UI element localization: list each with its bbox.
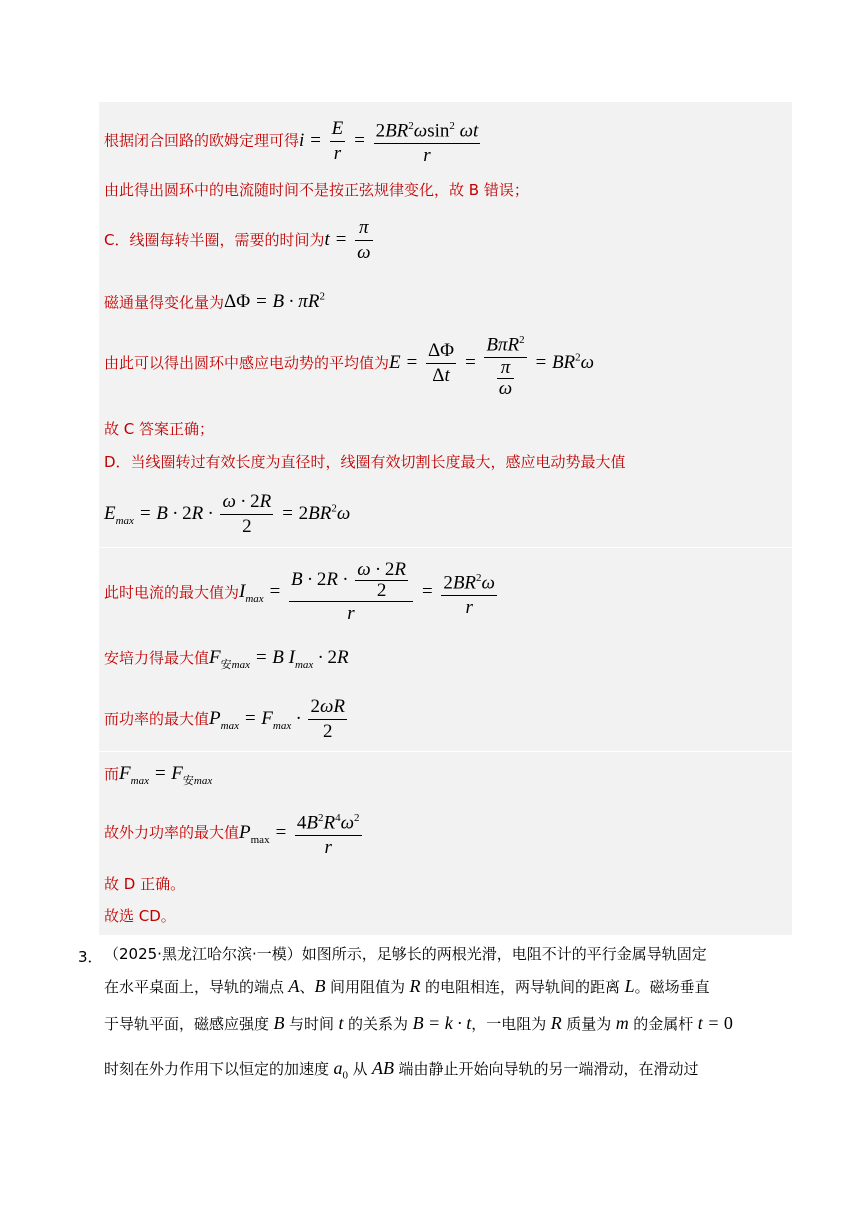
solution-line-c-time: C．线圈每转半圈，需要的时间为t = $\frac{\pi}{\omega}$ [104,216,376,265]
solution-line-emax [104,490,350,539]
solution-line-p-external: 故外力功率的最大值$P_{max}$ = $\frac{4B^2R^4\omega^2}{r}$ [104,806,365,860]
solution-line-b-wrong: 由此得出圆环中的电流随时间不是按正弦规律变化，故 B 错误； [104,181,529,199]
formula-f-equal: $F_{max} = F_{安max}$ [119,763,213,787]
solution-line-d-correct: 故 D 正确。 [104,875,186,893]
solution-line-d-emf: D．当线圈转过有效长度为直径时，线圈有效切割长度最大，感应电动势最大值 [104,453,626,471]
formula-current: i = $\frac{E}{r}$ = $\frac{2BR^2\omega\sin^2 \omega t}{r}$ [299,130,483,151]
formula-pmax: $P_{max} = F_{max}$ · $\frac{2\omega R}{2}$ [209,696,345,742]
solution-line-ohm: 根据闭合回路的欧姆定理可得i = $\frac{E}{r}$ = $\frac{2BR^2\omega\sin^2 \omega t}{r}$ [104,114,483,168]
formula-p-external: $P_{max}$ = $\frac{4B^2R^4\omega^2}{r}$ [239,822,365,843]
solution-line-avg-emf: 由此可以得出圆环中感应电动势的平均值为E = $\frac{\Delta\Phi}{\Delta t}$ = $\frac{B\pi R^2}{\frac{\pi}{\omega}}$ = $BR^2\omega$ [104,328,594,399]
formula-imax: $I_{max}$ = B · 2R · $\frac{\omega \cdot 2R}{2}$ r = $\frac{2BR^2\omega}{r}$ [239,559,495,624]
formula-avg-emf: E = $\frac{\Delta\Phi}{\Delta t}$ = $\frac{B\pi R^2}{\frac{\pi}{\omega}}$ = $BR^2\omega$ [389,352,594,373]
solution-line-c-correct: 故 C 答案正确； [104,420,215,438]
solution-panel-1 [99,102,792,547]
formula-fmax: $F_{安max} = B$ $I_{max} \cdot 2R$ [209,647,349,671]
solution-line-imax: 此时电流的最大值为$I_{max}$ = B · 2R · $\frac{\omega \cdot 2R}{2}$ r = $\frac{2BR^2\omega}{r}$ [104,560,500,626]
formula-emax: $E_{max} = B \cdot 2R$ · $\frac{\omega \cdot 2R}{2}$ = $2BR^2\omega$ [104,491,351,537]
formula-flux: $\Delta\Phi = B \cdot \pi R^2$ [224,291,325,313]
solution-line-answer: 故选 CD。 [104,907,176,925]
solution-line-pmax: 而功率的最大值$P_{max} = F_{max}$ · $\frac{2\omega R}{2}$ [104,695,350,744]
question-line-4: 时刻在外力作用下以恒定的加速度 $a_0$ 从 AB 端由静止开始向导轨的另一端滑动，在滑动过 [104,1058,699,1082]
question-line-2: 在水平桌面上，导轨的端点 A、B 间用阻值为 R 的电阻相连，两导轨间的距离 L。磁场垂直 [104,976,710,996]
solution-line-f-equal: 而$F_{max} = F_{安max}$ [104,763,213,787]
question-number: 3． [78,948,103,966]
question-line-1: （2025·黑龙江哈尔滨·一模）如图所示，足够长的两根光滑，电阻不计的平行金属导轨固定 [104,945,707,963]
solution-line-flux: 磁通量得变化量为$\Delta\Phi = B \cdot \pi R^2$ [104,291,325,313]
formula-time: t = $\frac{\pi}{\omega}$ [324,217,371,263]
solution-line-fmax: 安培力得最大值$F_{安max} = B$ $I_{max} \cdot 2R$ [104,647,349,671]
question-line-3: 于导轨平面，磁感应强度 B 与时间 t 的关系为 B = k · t，一电阻为 R 质量为 m 的金属杆 t = 0 [104,1013,733,1033]
